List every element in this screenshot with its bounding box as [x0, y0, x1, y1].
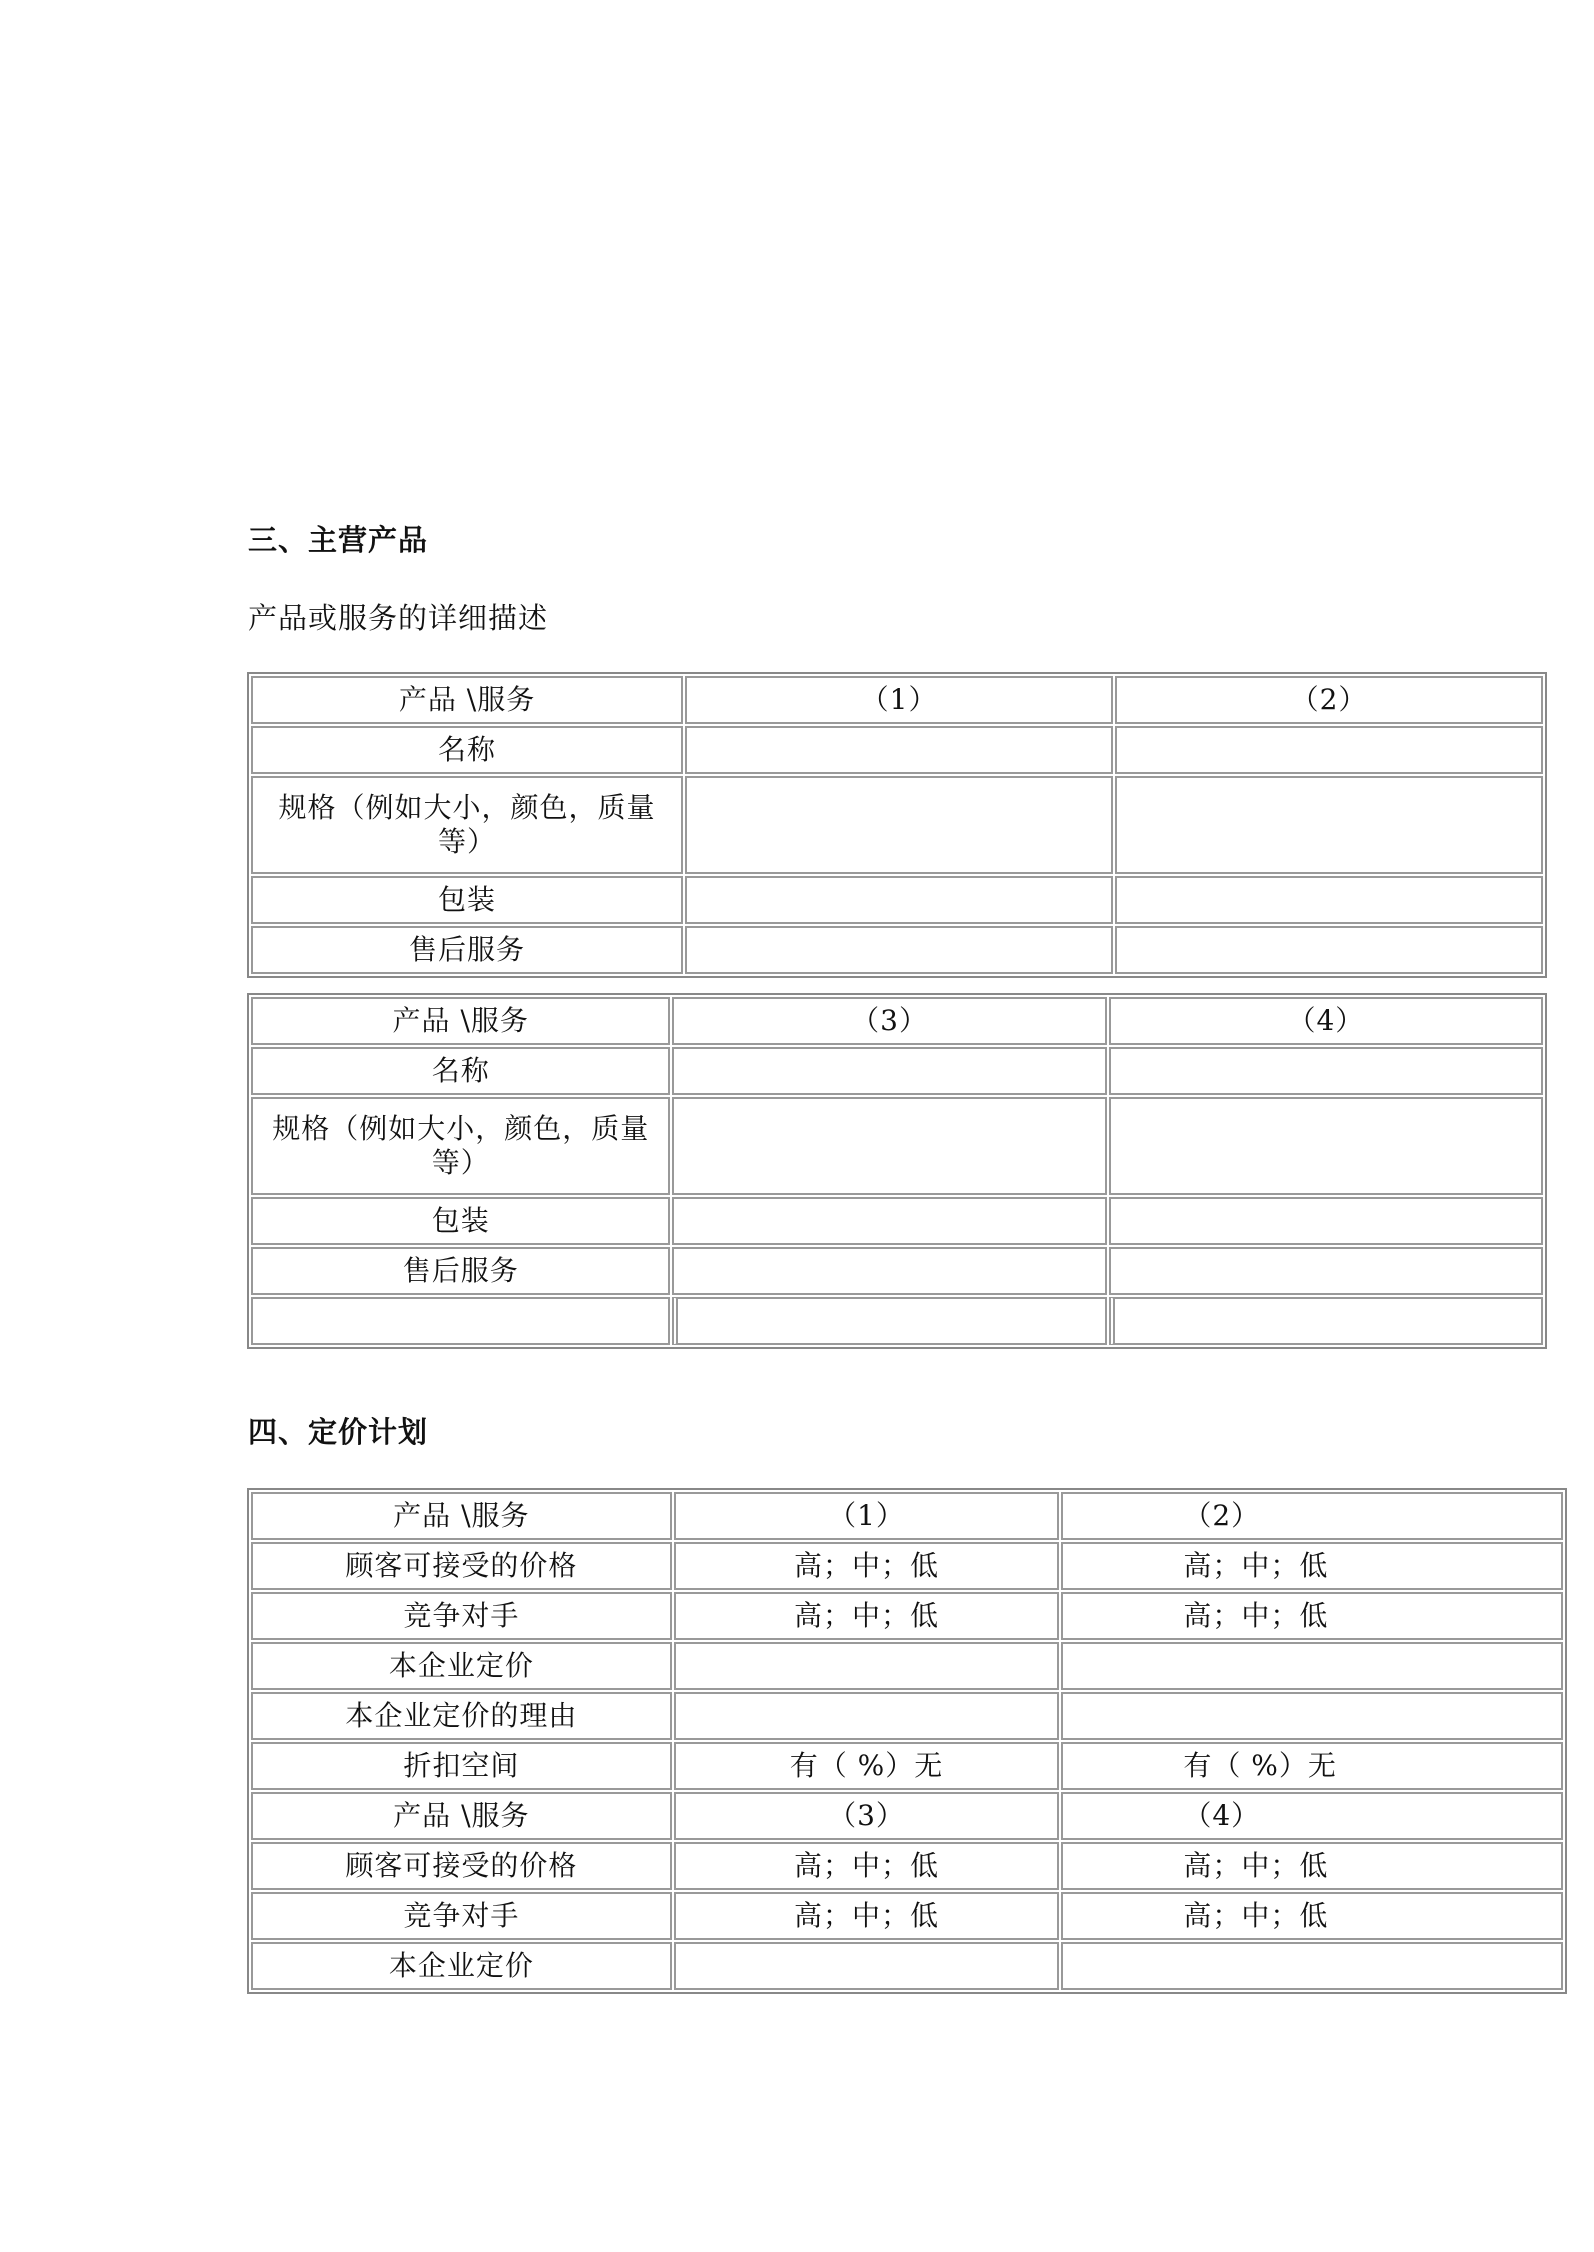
- cell-value: 高；中；低: [1061, 1842, 1563, 1890]
- header-col-3: （3）: [672, 997, 1106, 1045]
- cell-value: 高；中；低: [1061, 1892, 1563, 1940]
- table-row: [251, 876, 1543, 924]
- section3-title: 三、主营产品: [248, 523, 429, 557]
- cell-empty: [672, 1297, 1106, 1345]
- table-row: [251, 1792, 1563, 1840]
- cell-empty: [1109, 1047, 1543, 1095]
- cell-value: [674, 1942, 1060, 1990]
- row-label: 名称: [251, 1047, 670, 1095]
- row-label: 包装: [251, 876, 683, 924]
- cell-empty: [1115, 876, 1543, 924]
- cell-value: 高；中；低: [1061, 1542, 1563, 1590]
- section3-subtitle: 产品或服务的详细描述: [248, 601, 549, 635]
- row-label: 名称: [251, 726, 683, 774]
- row-label: 折扣空间: [251, 1742, 672, 1790]
- header-label: 产品 \服务: [251, 997, 670, 1045]
- cell-empty: [672, 1097, 1106, 1195]
- cell-value: 高；中；低: [1061, 1592, 1563, 1640]
- table-row: [251, 1592, 1563, 1640]
- table-row: [251, 1197, 1543, 1245]
- row-label: 售后服务: [251, 926, 683, 974]
- cell-empty: [1115, 776, 1543, 874]
- cell-empty: [672, 1247, 1106, 1295]
- header-label: 产品 \服务: [251, 676, 683, 724]
- row-label: 顾客可接受的价格: [251, 1542, 672, 1590]
- table-row: [251, 1742, 1563, 1790]
- header-label: 产品 \服务: [251, 1792, 672, 1840]
- table-row: [251, 997, 1543, 1045]
- table-row: [251, 1542, 1563, 1590]
- cell-value: 有（ %）无: [1061, 1742, 1563, 1790]
- table-row: [251, 1642, 1563, 1690]
- table-row: [251, 1942, 1563, 1990]
- cell-value: 高；中；低: [674, 1542, 1060, 1590]
- row-label: 本企业定价: [251, 1642, 672, 1690]
- table-row: [251, 726, 1543, 774]
- header-col-1: （1）: [685, 676, 1113, 724]
- row-label: 规格（例如大小，颜色，质量等）: [251, 1097, 670, 1195]
- cell-value: [674, 1692, 1060, 1740]
- row-label: 竞争对手: [251, 1592, 672, 1640]
- product-table-2: [247, 993, 1365, 1349]
- cell-empty: [1109, 1197, 1543, 1245]
- header-label: 产品 \服务: [251, 1492, 672, 1540]
- pricing-table: [247, 1488, 1354, 1994]
- cell-empty: [685, 776, 1113, 874]
- table-row: [251, 1097, 1543, 1195]
- row-label: 本企业定价的理由: [251, 1692, 672, 1740]
- section4-title: 四、定价计划: [248, 1415, 429, 1449]
- row-label: 本企业定价: [251, 1942, 672, 1990]
- table-row: [251, 1492, 1563, 1540]
- cell-empty: [1115, 926, 1543, 974]
- cell-empty: [685, 926, 1113, 974]
- cell-empty: [685, 726, 1113, 774]
- product-table-1: [247, 672, 1368, 978]
- cell-empty: [1115, 726, 1543, 774]
- cell-empty: [1109, 1247, 1543, 1295]
- table-row: [251, 926, 1543, 974]
- cell-value: 高；中；低: [674, 1592, 1060, 1640]
- cell-empty: [672, 1047, 1106, 1095]
- cell-empty: [1109, 1097, 1543, 1195]
- cell-value: 高；中；低: [674, 1842, 1060, 1890]
- cell-empty: [251, 1297, 670, 1345]
- row-label: 包装: [251, 1197, 670, 1245]
- table-row: [251, 1247, 1543, 1295]
- row-label: 顾客可接受的价格: [251, 1842, 672, 1890]
- table-row: [251, 1842, 1563, 1890]
- cell-value: [1061, 1942, 1563, 1990]
- table-row: [251, 676, 1543, 724]
- row-label: 规格（例如大小，颜色，质量等）: [251, 776, 683, 874]
- row-label: 竞争对手: [251, 1892, 672, 1940]
- header-col-4: （4）: [1109, 997, 1543, 1045]
- cell-empty: [672, 1197, 1106, 1245]
- cell-value: [1061, 1692, 1563, 1740]
- table-row: [251, 1047, 1543, 1095]
- header-col-4: （4）: [1061, 1792, 1563, 1840]
- cell-value: [674, 1642, 1060, 1690]
- cell-value: 有（ %）无: [674, 1742, 1060, 1790]
- cell-empty: [685, 876, 1113, 924]
- header-col-2: （2）: [1061, 1492, 1563, 1540]
- header-col-2: （2）: [1115, 676, 1543, 724]
- header-col-1: （1）: [674, 1492, 1060, 1540]
- cell-value: [1061, 1642, 1563, 1690]
- table-row: [251, 1892, 1563, 1940]
- cell-empty: [1109, 1297, 1543, 1345]
- table-row: [251, 776, 1543, 874]
- row-label: 售后服务: [251, 1247, 670, 1295]
- table-row: [251, 1297, 1543, 1345]
- header-col-3: （3）: [674, 1792, 1060, 1840]
- table-row: [251, 1692, 1563, 1740]
- cell-value: 高；中；低: [674, 1892, 1060, 1940]
